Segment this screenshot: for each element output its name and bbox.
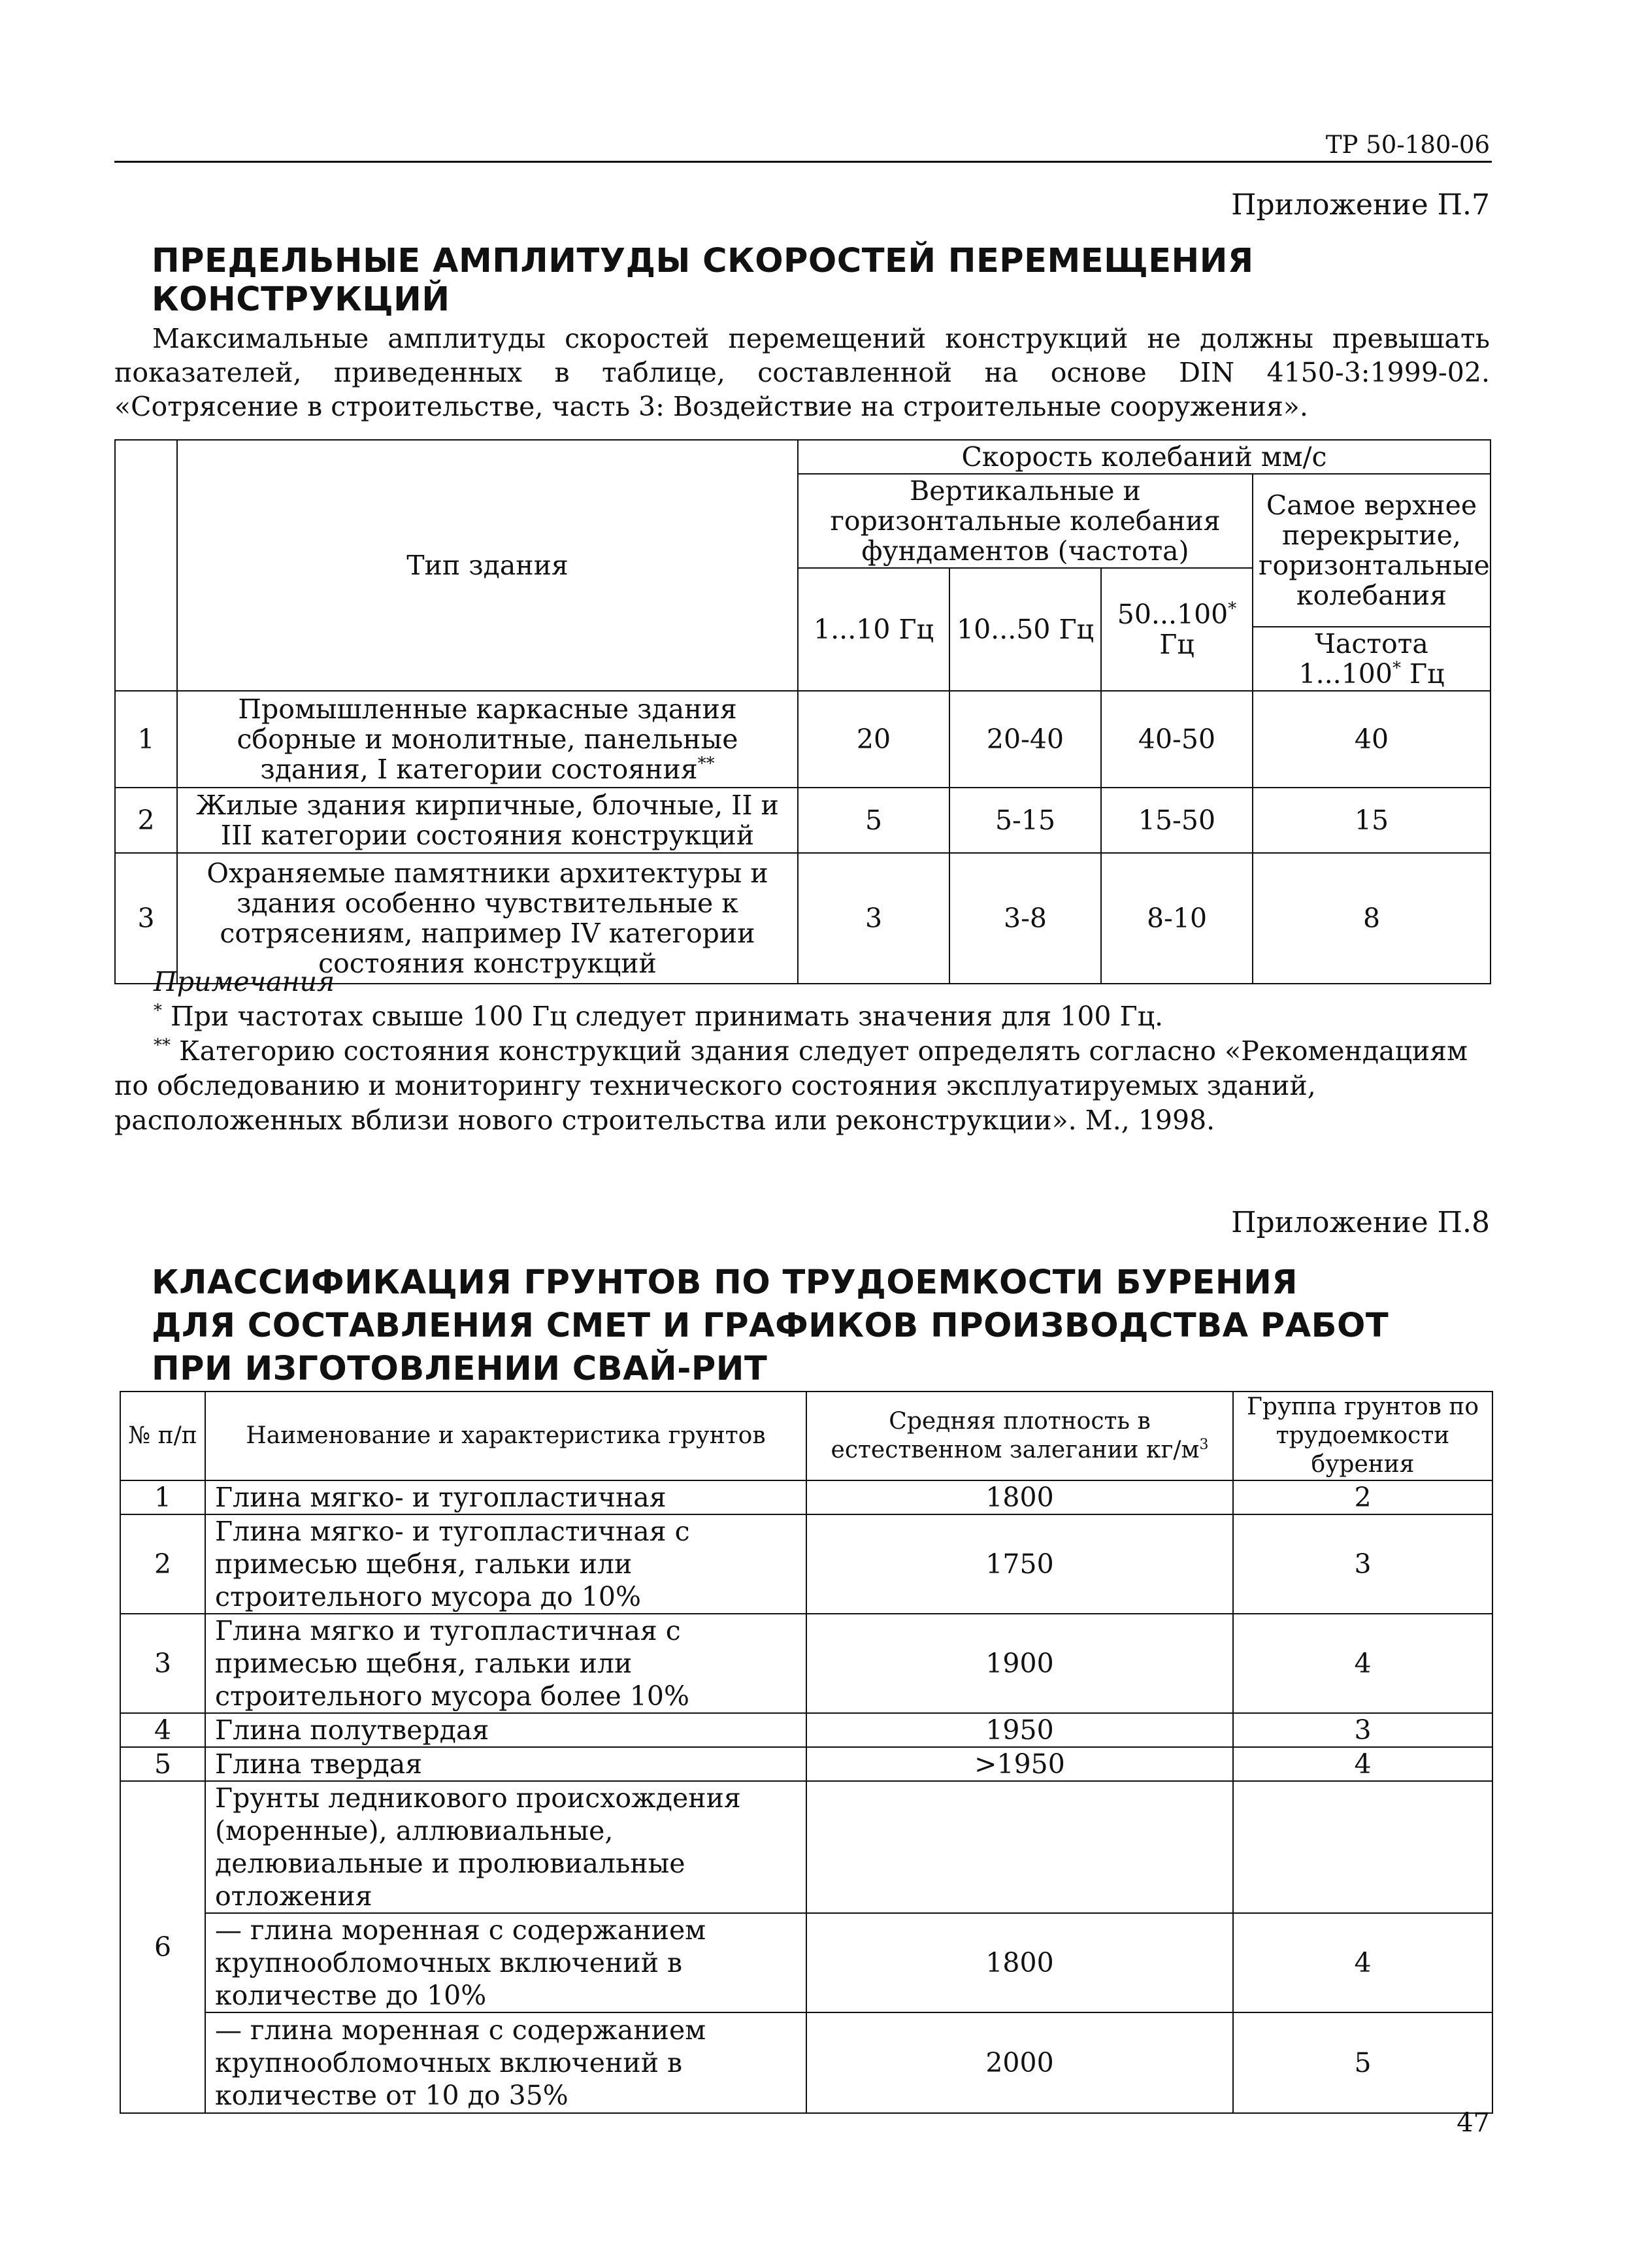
row-group <box>1233 1781 1492 1913</box>
row-number: 3 <box>120 1614 205 1713</box>
note-2-mark: ** <box>154 1035 171 1056</box>
freq-4-footnote-mark: * <box>1392 658 1401 678</box>
row-soil-name: Глина твердая <box>205 1747 806 1781</box>
row-group: 3 <box>1233 1713 1492 1747</box>
row-soil-name: Грунты ледникового происхождения (моренные), аллювиальные, делювиальные и пролювиальные отложения <box>205 1781 806 1913</box>
row-value-4: 40 <box>1253 691 1491 788</box>
appendix-7-title: ПРЕДЕЛЬНЫЕ АМПЛИТУДЫ СКОРОСТЕЙ ПЕРЕМЕЩЕНИЯ КОНСТРУКЦИЙ <box>152 242 1254 319</box>
note-1-mark: * <box>154 1001 162 1021</box>
row-building-type: Охраняемые памятники архитектуры и здания особенно чувствительные к сотрясениям, например IV категории состояния конструкций <box>177 853 798 984</box>
row-group: 4 <box>1233 1913 1492 2012</box>
row-value-3: 15-50 <box>1101 788 1253 853</box>
freq-3-unit: Гц <box>1159 629 1194 660</box>
header-freq-1: 1...10 Гц <box>798 568 949 691</box>
building-type-text: Промышленные каркасные здания сборные и монолитные, панельные здания, I категории состояния <box>237 693 738 785</box>
header-building-type: Тип здания <box>177 440 798 691</box>
note-2-text: Категорию состояния конструкций здания следует определять согласно «Рекомендациям по обследованию и мониторингу технического состояния эксплуатируемых зданий, расположенных вблизи нового строительства или реконструкции». М., 1998. <box>114 1035 1468 1136</box>
note-1-text: При частотах свыше 100 Гц следует принимать значения для 100 Гц. <box>162 1001 1164 1032</box>
title-line-1: КЛАССИФИКАЦИЯ ГРУНТОВ ПО ТРУДОЕМКОСТИ БУРЕНИЯ <box>152 1263 1298 1302</box>
row-value-1: 20 <box>798 691 949 788</box>
row-density: 1800 <box>806 1913 1233 2012</box>
table-row <box>120 1781 1492 1913</box>
row-group: 3 <box>1233 1514 1492 1614</box>
row-group: 4 <box>1233 1614 1492 1713</box>
table-row <box>115 691 1491 788</box>
row-building-type <box>177 691 798 788</box>
document-number: ТР 50-180-06 <box>1325 131 1490 159</box>
row-number: 2 <box>115 788 177 853</box>
row-number: 4 <box>120 1713 205 1747</box>
row-density <box>806 1781 1233 1913</box>
freq-3-range: 50...100 <box>1117 599 1228 630</box>
table-row <box>120 1514 1492 1614</box>
row-density: 1750 <box>806 1514 1233 1614</box>
freq-4-range: 1...100 <box>1298 658 1392 690</box>
notes-label: Примечания <box>154 966 335 997</box>
row-density: 1950 <box>806 1713 1233 1747</box>
row-number: 5 <box>120 1747 205 1781</box>
row-number: 3 <box>115 853 177 984</box>
row-value-2: 20-40 <box>949 691 1101 788</box>
row-number: 2 <box>120 1514 205 1614</box>
row-value-2: 5-15 <box>949 788 1101 853</box>
row-group: 4 <box>1233 1747 1492 1781</box>
row-number: 1 <box>120 1480 205 1514</box>
header-index-cell <box>115 440 177 691</box>
row-number: 1 <box>115 691 177 788</box>
row-group: 2 <box>1233 1480 1492 1514</box>
freq-3-footnote-mark: * <box>1228 599 1237 619</box>
row-value-1: 5 <box>798 788 949 853</box>
row-group: 5 <box>1233 2012 1492 2113</box>
title-line-2: ДЛЯ СОСТАВЛЕНИЯ СМЕТ И ГРАФИКОВ ПРОИЗВОДСТВА РАБОТ <box>152 1307 1389 1345</box>
header-density <box>806 1392 1233 1480</box>
appendix-7-intro: Максимальные амплитуды скоростей перемещений конструкций не должны превышать показателей, приведенных в таблице, составленной на основе DIN 4150-3:1999-02. «Сотрясение в строительстве, часть 3: Воздействие на строительные сооружения». <box>114 323 1490 422</box>
row-density: 1900 <box>806 1614 1233 1713</box>
row-value-3: 8-10 <box>1101 853 1253 984</box>
row-value-2: 3-8 <box>949 853 1101 984</box>
freq-4-label: Частота <box>1315 628 1428 659</box>
row-soil-name: — глина моренная с содержанием крупнообломочных включений в количестве от 10 до 35% <box>205 2012 806 2113</box>
table-row <box>115 788 1491 853</box>
table-row <box>120 1713 1492 1747</box>
row-density: 1800 <box>806 1480 1233 1514</box>
table-row <box>120 1480 1492 1514</box>
row-soil-name: — глина моренная с содержанием крупнообломочных включений в количестве до 10% <box>205 1913 806 2012</box>
header-speed: Скорость колебаний мм/с <box>798 440 1491 474</box>
row-number: 6 <box>120 1781 205 2113</box>
row-density: 2000 <box>806 2012 1233 2113</box>
note-1 <box>154 999 1490 1034</box>
row-soil-name: Глина мягко- и тугопластичная с примесью щебня, гальки или строительного мусора до 10% <box>205 1514 806 1614</box>
note-2 <box>114 1034 1490 1138</box>
header-freq-4 <box>1253 627 1491 691</box>
table-row <box>115 853 1491 984</box>
row-soil-name: Глина мягко и тугопластичная с примесью щебня, гальки или строительного мусора более 10% <box>205 1614 806 1713</box>
density-header-text: Средняя плотность в естественном залегании кг/м <box>831 1408 1200 1463</box>
header-freq-3 <box>1101 568 1253 691</box>
vibration-limits-table <box>114 439 1491 984</box>
row-building-type: Жилые здания кирпичные, блочные, II и III категории состояния конструкций <box>177 788 798 853</box>
header-rule <box>114 161 1492 163</box>
header-group: Группа грунтов по трудоемкости бурения <box>1233 1392 1492 1480</box>
table-row <box>120 1747 1492 1781</box>
row-value-3: 40-50 <box>1101 691 1253 788</box>
row-value-4: 8 <box>1253 853 1491 984</box>
header-number: № п/п <box>120 1392 205 1480</box>
header-top-floor: Самое верхнее перекрытие, горизонтальные колебания <box>1253 474 1491 627</box>
title-line-3: ПРИ ИЗГОТОВЛЕНИИ СВАЙ-РИТ <box>152 1350 768 1388</box>
soil-classification-table <box>120 1391 1493 2114</box>
header-soil-name: Наименование и характеристика грунтов <box>205 1392 806 1480</box>
appendix-8-title <box>152 1261 1498 1391</box>
appendix-label-8: Приложение П.8 <box>1231 1206 1490 1239</box>
appendix-label-7: Приложение П.7 <box>1231 188 1490 222</box>
row-soil-name: Глина мягко- и тугопластичная <box>205 1480 806 1514</box>
header-freq-2: 10...50 Гц <box>949 568 1101 691</box>
density-unit-exponent: 3 <box>1199 1437 1209 1453</box>
row-value-1: 3 <box>798 853 949 984</box>
header-foundation: Вертикальные и горизонтальные колебания фундаментов (частота) <box>798 474 1253 568</box>
table-row <box>120 2012 1492 2113</box>
page-number: 47 <box>1457 2108 1490 2138</box>
table-row <box>120 1913 1492 2012</box>
freq-4-unit: Гц <box>1400 658 1445 690</box>
notes-block <box>114 965 1490 1138</box>
table-row <box>120 1614 1492 1713</box>
row-soil-name: Глина полутвердая <box>205 1713 806 1747</box>
row-density: >1950 <box>806 1747 1233 1781</box>
footnote-mark: ** <box>697 754 715 774</box>
row-value-4: 15 <box>1253 788 1491 853</box>
